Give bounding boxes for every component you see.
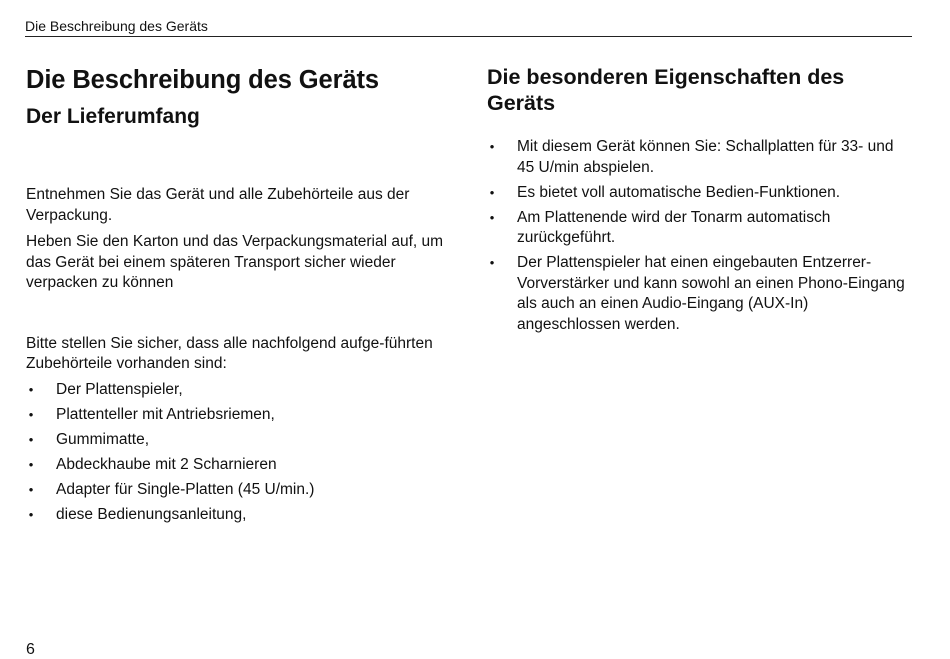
running-header: Die Beschreibung des Geräts	[25, 18, 208, 34]
unpack-paragraph: Entnehmen Sie das Gerät und alle Zubehörteile aus der Verpackung.	[26, 186, 410, 224]
list-item-text: Es bietet voll automatische Bedien-Funktionen.	[517, 183, 841, 201]
list-item	[26, 430, 456, 450]
bullet-icon: •	[489, 184, 495, 200]
list-item-text: Adapter für Single-Platten (45 U/min.)	[56, 481, 315, 499]
list-item	[487, 208, 907, 249]
page-number: 6	[26, 641, 35, 658]
list-item-text: Abdeckhaube mit 2 Scharnieren	[56, 456, 277, 474]
list-item	[26, 405, 456, 425]
page-title: Die Beschreibung des Geräts	[26, 66, 380, 94]
left-column	[26, 64, 456, 531]
bullet-icon: •	[28, 507, 34, 523]
keep-box-paragraph: Heben Sie den Karton und das Verpackungsmaterial auf, um das Gerät bei einem späteren Transport sicher wieder verpacken zu können	[26, 233, 444, 291]
list-item	[26, 480, 456, 500]
list-item	[26, 455, 456, 475]
list-item-text: Mit diesem Gerät können Sie: Schallplatten für 33- und 45 U/min abspielen.	[517, 138, 894, 176]
list-item	[487, 183, 907, 204]
list-item	[26, 380, 456, 400]
list-item-text: Plattenteller mit Antriebsriemen,	[56, 405, 275, 423]
list-item	[26, 505, 456, 525]
list-item-text: Der Plattenspieler,	[56, 380, 183, 398]
bullet-icon: •	[28, 431, 34, 447]
list-item-text: Der Plattenspieler hat einen eingebauten Entzerrer-Vorverstärker und kann sowohl an einen Phono-Eingang als auch an einen Audio-Eingang (AUX-In) angeschlossen werden.	[517, 254, 905, 333]
features-list	[487, 137, 907, 335]
bullet-icon: •	[28, 406, 34, 422]
list-item-text: diese Bedienungsanleitung,	[56, 506, 247, 524]
contents-list	[26, 380, 456, 526]
bullet-icon: •	[28, 457, 34, 473]
bullet-icon: •	[28, 482, 34, 498]
bullet-icon: •	[489, 209, 495, 225]
bullet-icon: •	[28, 381, 34, 397]
bullet-icon: •	[489, 139, 495, 154]
section-subtitle: Der Lieferumfang	[26, 105, 200, 128]
features-title: Die besonderen Eigenschaften des Geräts	[487, 65, 845, 115]
bullet-icon: •	[489, 255, 495, 271]
list-item-text: Gummimatte,	[56, 430, 150, 448]
list-item-text: Am Plattenende wird der Tonarm automatisch zurückgeführt.	[517, 208, 831, 247]
list-item	[487, 137, 907, 178]
list-item	[487, 253, 907, 335]
header-rule	[25, 36, 912, 37]
right-column	[487, 64, 907, 340]
check-contents-paragraph: Bitte stellen Sie sicher, dass alle nachfolgend aufge-führten Zubehörteile vorhanden sind:	[26, 334, 433, 372]
